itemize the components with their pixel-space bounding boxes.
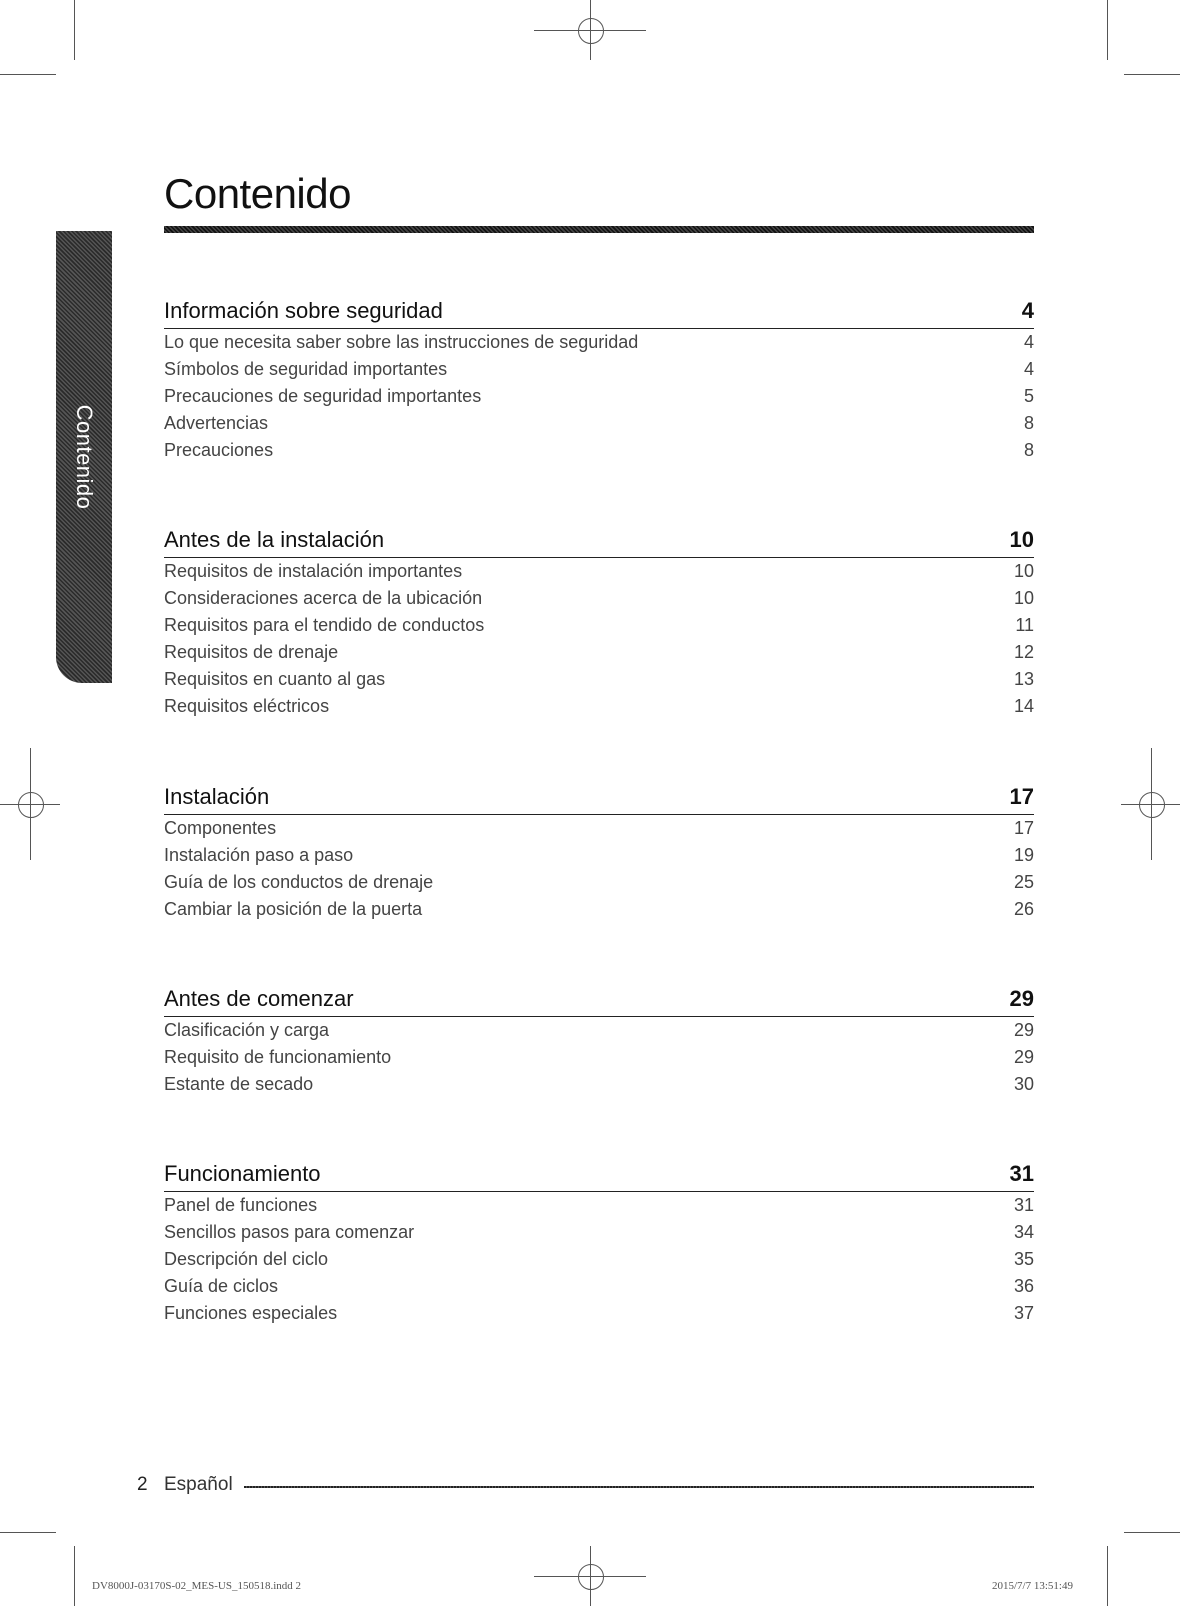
page-title: Contenido — [164, 170, 351, 217]
section-page: 31 — [1009, 1161, 1034, 1186]
toc-entry[interactable] — [164, 1044, 1034, 1071]
toc-entry[interactable] — [164, 558, 1034, 585]
section-title: Funcionamiento — [164, 1161, 321, 1186]
entry-page: 30 — [1013, 1074, 1034, 1094]
toc-entry[interactable] — [164, 896, 1034, 923]
crop-mark — [1124, 1532, 1180, 1533]
toc-entry[interactable] — [164, 612, 1034, 639]
entry-page: 5 — [1023, 386, 1034, 406]
entry-page: 26 — [1013, 899, 1034, 919]
section-heading[interactable] — [164, 778, 1034, 815]
page-number: 2 — [137, 1474, 148, 1495]
section-heading[interactable] — [164, 980, 1034, 1017]
entry-page: 8 — [1023, 413, 1034, 433]
entry-label: Precauciones de seguridad importantes — [164, 386, 482, 406]
entry-label: Funciones especiales — [164, 1303, 338, 1323]
entry-page: 4 — [1023, 332, 1034, 352]
toc-entry[interactable] — [164, 329, 1034, 356]
section-title: Antes de la instalación — [164, 527, 385, 552]
side-tab-label: Contenido — [72, 404, 97, 510]
toc-entry[interactable] — [164, 639, 1034, 666]
toc-entry[interactable] — [164, 815, 1034, 842]
entry-page: 37 — [1013, 1303, 1034, 1323]
section-page: 17 — [1009, 784, 1034, 809]
crop-mark — [0, 74, 56, 75]
entry-page: 29 — [1013, 1047, 1034, 1067]
entry-page: 29 — [1013, 1020, 1034, 1040]
registration-circle — [18, 792, 44, 818]
entry-label: Requisitos de drenaje — [164, 642, 339, 662]
section-page: 29 — [1009, 986, 1034, 1011]
entry-label: Sencillos pasos para comenzar — [164, 1222, 415, 1242]
entry-page: 8 — [1023, 440, 1034, 460]
entry-page: 14 — [1013, 696, 1034, 716]
entry-page: 17 — [1013, 818, 1034, 838]
toc-entry[interactable] — [164, 693, 1034, 720]
footer-rule — [244, 1486, 1034, 1488]
entry-label: Instalación paso a paso — [164, 845, 354, 865]
entry-label: Símbolos de seguridad importantes — [164, 359, 448, 379]
toc-entry[interactable] — [164, 1300, 1034, 1327]
entry-page: 31 — [1013, 1195, 1034, 1215]
toc-entry[interactable] — [164, 585, 1034, 612]
entry-page: 4 — [1023, 359, 1034, 379]
entry-page: 13 — [1013, 669, 1034, 689]
toc-section — [164, 778, 1034, 923]
title-rule — [164, 226, 1034, 233]
entry-label: Requisitos en cuanto al gas — [164, 669, 386, 689]
crop-mark — [74, 1546, 75, 1606]
entry-label: Lo que necesita saber sobre las instrucciones de seguridad — [164, 332, 639, 352]
entry-page: 34 — [1013, 1222, 1034, 1242]
registration-circle — [578, 18, 604, 44]
toc-entry[interactable] — [164, 1219, 1034, 1246]
entry-page: 10 — [1013, 561, 1034, 581]
toc-entry[interactable] — [164, 666, 1034, 693]
entry-label: Consideraciones acerca de la ubicación — [164, 588, 483, 608]
toc-entry[interactable] — [164, 869, 1034, 896]
toc-entry[interactable] — [164, 842, 1034, 869]
section-title: Información sobre seguridad — [164, 298, 443, 323]
toc-section — [164, 292, 1034, 464]
toc-section — [164, 1155, 1034, 1327]
entry-label: Cambiar la posición de la puerta — [164, 899, 423, 919]
footer-language: Español — [164, 1474, 233, 1495]
section-title: Antes de comenzar — [164, 986, 354, 1011]
toc-entry[interactable] — [164, 1192, 1034, 1219]
toc-section — [164, 521, 1034, 720]
entry-label: Requisitos eléctricos — [164, 696, 330, 716]
toc-section — [164, 980, 1034, 1098]
entry-page: 12 — [1013, 642, 1034, 662]
toc-entry[interactable] — [164, 1071, 1034, 1098]
registration-circle — [1139, 792, 1165, 818]
entry-label: Requisitos de instalación importantes — [164, 561, 463, 581]
entry-label: Requisito de funcionamiento — [164, 1047, 392, 1067]
entry-label: Precauciones — [164, 440, 274, 460]
section-heading[interactable] — [164, 292, 1034, 329]
section-title: Instalación — [164, 784, 270, 809]
entry-page: 11 — [1015, 615, 1034, 635]
entry-label: Guía de los conductos de drenaje — [164, 872, 434, 892]
entry-label: Advertencias — [164, 413, 269, 433]
toc-entry[interactable] — [164, 1246, 1034, 1273]
crop-mark — [1107, 1546, 1108, 1606]
toc-entry[interactable] — [164, 356, 1034, 383]
toc-entry[interactable] — [164, 1273, 1034, 1300]
section-heading[interactable] — [164, 1155, 1034, 1192]
toc-entry[interactable] — [164, 410, 1034, 437]
print-slug-file: DV8000J-03170S-02_MES-US_150518.indd 2 — [92, 1580, 302, 1592]
section-page: 10 — [1009, 527, 1034, 552]
entry-label: Clasificación y carga — [164, 1020, 330, 1040]
entry-label: Descripción del ciclo — [164, 1249, 329, 1269]
toc-entry[interactable] — [164, 383, 1034, 410]
entry-label: Requisitos para el tendido de conductos — [164, 615, 485, 635]
entry-label: Componentes — [164, 818, 277, 838]
toc-entry[interactable] — [164, 437, 1034, 464]
toc-entry[interactable] — [164, 1017, 1034, 1044]
entry-page: 25 — [1013, 872, 1034, 892]
crop-mark — [1107, 0, 1108, 60]
print-slug-date: 2015/7/7 13:51:49 — [992, 1580, 1073, 1592]
entry-page: 10 — [1013, 588, 1034, 608]
entry-label: Estante de secado — [164, 1074, 314, 1094]
entry-page: 35 — [1013, 1249, 1034, 1269]
entry-label: Panel de funciones — [164, 1195, 318, 1215]
registration-circle — [578, 1564, 604, 1590]
section-heading[interactable] — [164, 521, 1034, 558]
entry-label: Guía de ciclos — [164, 1276, 279, 1296]
crop-mark — [74, 0, 75, 60]
crop-mark — [1124, 74, 1180, 75]
entry-page: 36 — [1013, 1276, 1034, 1296]
side-tab — [56, 231, 112, 683]
entry-page: 19 — [1013, 845, 1034, 865]
section-page: 4 — [1021, 298, 1034, 323]
crop-mark — [0, 1532, 56, 1533]
